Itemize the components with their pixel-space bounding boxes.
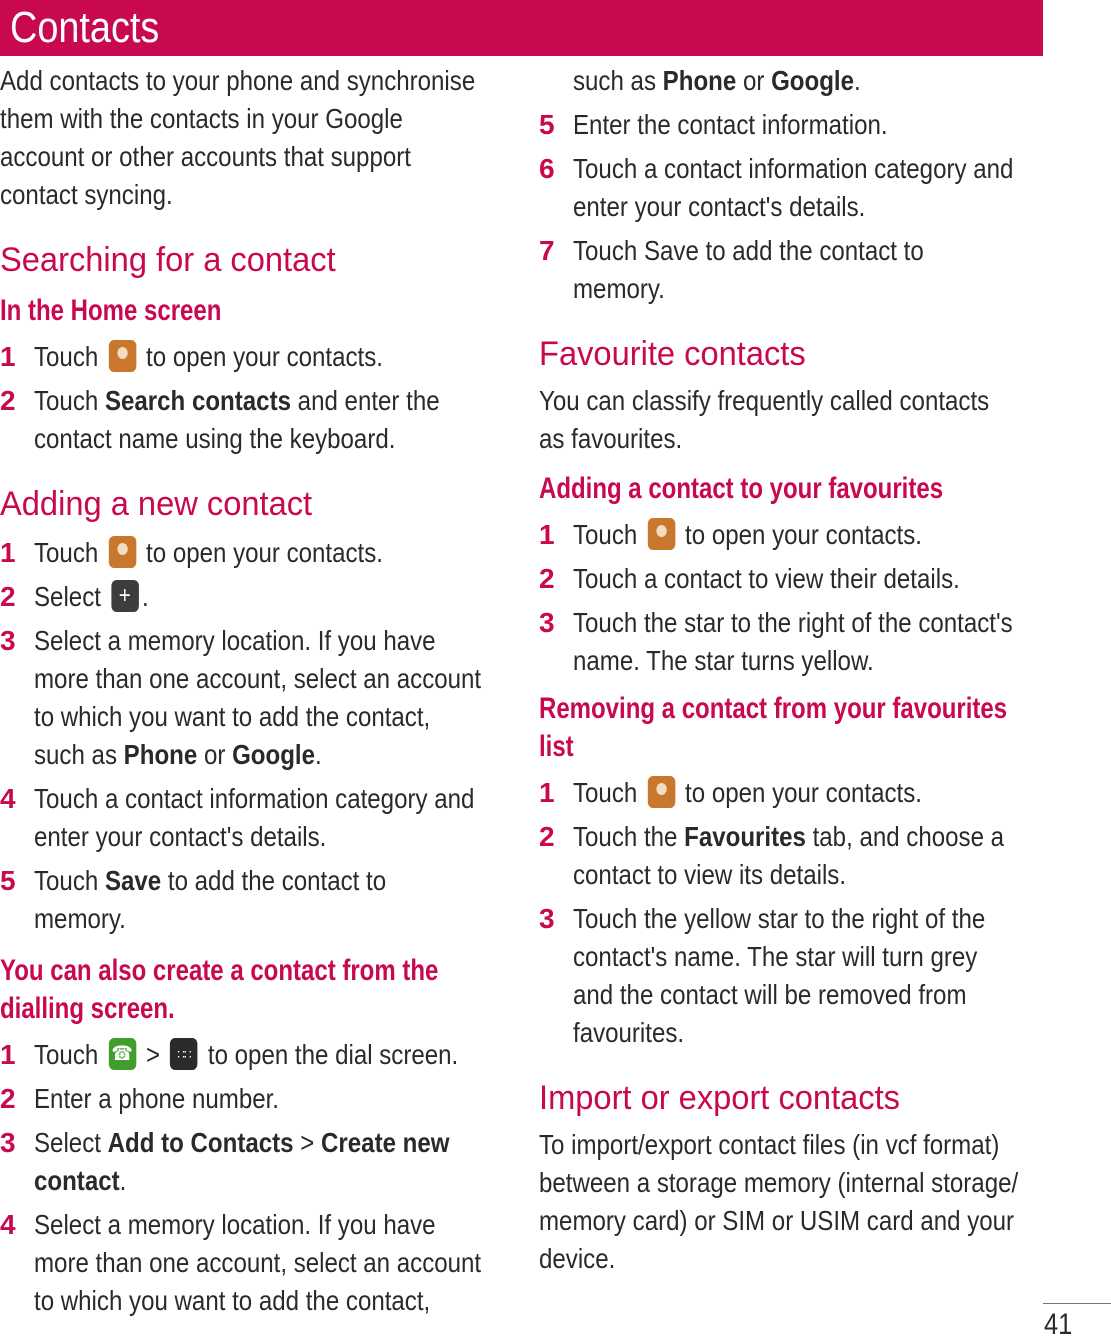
step-text: Touch: [34, 1039, 99, 1070]
step-text: Touch: [573, 777, 638, 808]
section-heading-import-export: Import or export contacts: [539, 1079, 901, 1117]
step-text: >: [300, 1127, 315, 1158]
step-text: Enter the contact information.: [573, 109, 888, 140]
step-text: enter your contact's details.: [34, 821, 327, 852]
step-number: 1: [0, 1039, 16, 1070]
step-text: contact name using the keyboard.: [34, 423, 396, 454]
add-contact-icon: [111, 580, 139, 612]
add-step-1: [0, 534, 510, 572]
step-number: 3: [539, 607, 555, 638]
step-text: Touch a contact information category and: [573, 153, 1014, 184]
step-text: Touch: [34, 865, 99, 896]
right-column: [539, 62, 1049, 1278]
google-label: Google: [232, 739, 316, 770]
add-to-contacts-label: Add to Contacts: [107, 1127, 294, 1158]
intro-line: Add contacts to your phone and synchronise: [0, 65, 476, 96]
step-text: tab, and choose a: [812, 821, 1005, 852]
page-number-rule: [1043, 1303, 1111, 1304]
step-text: memory.: [573, 273, 665, 304]
step-text: to open your contacts.: [685, 777, 922, 808]
step-number: 6: [539, 153, 555, 184]
section-heading-searching: Searching for a contact: [0, 241, 336, 279]
intro-line: account or other accounts that support: [0, 141, 411, 172]
page-title: Contacts: [10, 3, 160, 52]
step-text: Select a memory location. If you have: [34, 1209, 436, 1240]
step-text: >: [146, 1039, 161, 1070]
step-text: Touch a contact information category and: [34, 783, 475, 814]
step-number: 2: [0, 385, 16, 416]
import-export-text: memory card) or SIM or USIM card and your: [539, 1205, 1015, 1236]
subheading-dialling: dialling screen.: [0, 992, 175, 1025]
step-number: 1: [0, 341, 16, 372]
step-number: 1: [539, 777, 555, 808]
step-text: favourites.: [573, 1017, 685, 1048]
add-step-3-continued: [539, 62, 1049, 100]
intro-paragraph: [0, 62, 510, 214]
step-number: 1: [0, 537, 16, 568]
step-text: more than one account, select an account: [34, 1247, 482, 1278]
save-label: Save: [104, 865, 162, 896]
search-contacts-label: Search contacts: [104, 385, 291, 416]
step-number: 1: [539, 519, 555, 550]
step-text: Touch: [34, 537, 99, 568]
step-text: Touch: [34, 341, 99, 372]
create-new-label: Create new: [321, 1127, 450, 1158]
step-text: Touch the yellow star to the right of the: [573, 903, 986, 934]
section-heading-adding: Adding a new contact: [0, 485, 313, 523]
step-text: Select: [34, 581, 101, 612]
fav-add-step-1: [539, 516, 1049, 554]
add-step-6-right: [539, 150, 1049, 226]
add-step-4: [0, 780, 510, 856]
step-text: Touch the: [573, 821, 678, 852]
step-text: or: [203, 739, 226, 770]
step-number: 3: [0, 1127, 16, 1158]
step-number: 7: [539, 235, 555, 266]
favourites-intro: You can classify frequently called contacts: [539, 385, 990, 416]
intro-line: them with the contacts in your Google: [0, 103, 403, 134]
step-number: 2: [0, 1083, 16, 1114]
phone-app-icon: [108, 1038, 136, 1070]
fav-add-step-2: [539, 560, 1049, 598]
step-text: to open your contacts.: [685, 519, 922, 550]
step-text: to open the dial screen.: [207, 1039, 459, 1070]
step-number: 5: [539, 109, 555, 140]
add-step-7-right: [539, 232, 1049, 308]
step-text: .: [119, 1165, 127, 1196]
add-step-3: [0, 622, 510, 774]
step-number: 2: [0, 581, 16, 612]
step-text: Touch a contact to view their details.: [573, 563, 960, 594]
step-text: to add the contact to: [167, 865, 387, 896]
step-number: 3: [0, 625, 16, 656]
step-text: Enter a phone number.: [34, 1083, 279, 1114]
step-text: and the contact will be removed from: [573, 979, 967, 1010]
step-text: Touch: [573, 519, 638, 550]
step-text: contact's name. The star will turn grey: [573, 941, 978, 972]
dialpad-icon: [170, 1038, 198, 1070]
page-number: 41: [1044, 1308, 1073, 1341]
phone-label: Phone: [123, 739, 198, 770]
import-export-text: device.: [539, 1243, 616, 1274]
favourites-tab-label: Favourites: [684, 821, 806, 852]
fav-rem-step-1: [539, 774, 1049, 812]
section-heading-favourites: Favourite contacts: [539, 335, 806, 373]
step-text: enter your contact's details.: [573, 191, 866, 222]
subheading-remove-favourite: list: [539, 730, 574, 763]
step-text: .: [315, 739, 322, 770]
step-text: to which you want to add the contact,: [34, 1285, 431, 1316]
phone-label: Phone: [662, 65, 737, 96]
create-new-label: contact: [34, 1165, 120, 1196]
subheading-remove-favourite: Removing a contact from your favourites: [539, 692, 1008, 725]
import-export-text: between a storage memory (internal storage/: [539, 1167, 1019, 1198]
favourites-intro: as favourites.: [539, 423, 683, 454]
step-text: memory.: [34, 903, 126, 934]
step-text: and enter the: [297, 385, 440, 416]
step-text: Touch Save to add the contact to: [573, 235, 924, 266]
contacts-app-icon: [108, 536, 136, 568]
add-step-5: [0, 862, 510, 938]
dial-step-4: [0, 1206, 510, 1320]
google-label: Google: [771, 65, 855, 96]
step-text: Select a memory location. If you have: [34, 625, 436, 656]
step-number: 5: [0, 865, 16, 896]
dial-step-2: [0, 1080, 510, 1118]
add-step-5-right: [539, 106, 1049, 144]
dial-step-3: [0, 1124, 510, 1200]
header-bar: [0, 0, 1043, 56]
step-text: Touch the star to the right of the contact's: [573, 607, 1013, 638]
step-text: contact to view its details.: [573, 859, 847, 890]
contacts-app-icon: [108, 340, 136, 372]
step-text: Select: [34, 1127, 101, 1158]
step-number: 4: [0, 1209, 16, 1240]
step-text: more than one account, select an account: [34, 663, 482, 694]
step-text: or: [742, 65, 765, 96]
fav-add-step-3: [539, 604, 1049, 680]
dial-step-1: [0, 1036, 510, 1074]
contacts-app-icon: [647, 776, 675, 808]
step-text: to which you want to add the contact,: [34, 701, 431, 732]
step-text: to open your contacts.: [146, 537, 383, 568]
step-text: to open your contacts.: [146, 341, 383, 372]
step-text: Touch: [34, 385, 99, 416]
step-number: 2: [539, 563, 555, 594]
step-number: 2: [539, 821, 555, 852]
fav-rem-step-2: [539, 818, 1049, 894]
step-text: .: [854, 65, 861, 96]
left-column: [0, 62, 510, 1320]
subheading-dialling: You can also create a contact from the: [0, 954, 439, 987]
step-text: such as: [34, 739, 117, 770]
step-text: such as: [573, 65, 656, 96]
import-export-text: To import/export contact files (in vcf format): [539, 1129, 1000, 1160]
step-text: name. The star turns yellow.: [573, 645, 874, 676]
contacts-app-icon: [647, 518, 675, 550]
subheading-home-screen: In the Home screen: [0, 294, 222, 327]
step-text: .: [142, 581, 149, 612]
search-step-1: [0, 338, 510, 376]
search-step-2: [0, 382, 510, 458]
subheading-add-favourite: Adding a contact to your favourites: [539, 472, 944, 505]
step-number: 3: [539, 903, 555, 934]
add-step-2: [0, 578, 510, 616]
fav-rem-step-3: [539, 900, 1049, 1052]
intro-line: contact syncing.: [0, 179, 173, 210]
step-number: 4: [0, 783, 16, 814]
